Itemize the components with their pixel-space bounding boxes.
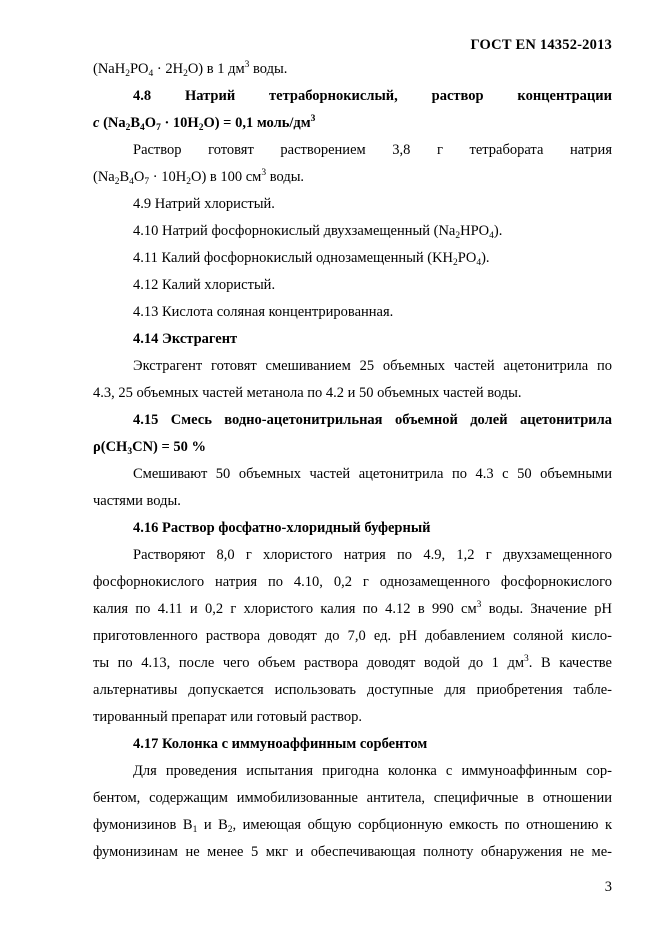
heading-paragraph (93, 407, 612, 461)
text-line: $(NaH_2PO_4 \cdot 2H_2O)$ в 1 $дм^3$ воды. (93, 60, 288, 79)
text-line: альтернативы допускается использовать доступные для приобретения табле- (93, 682, 612, 698)
paragraph (93, 245, 612, 272)
paragraph (93, 191, 612, 218)
heading-paragraph (93, 83, 612, 137)
text-line: 4.15 Смесь водно-ацетонитрильная объемной долей ацетонитрила (133, 412, 612, 428)
text-line: тированный препарат или готовый раствор. (93, 709, 362, 725)
text-line: частями воды. (93, 493, 181, 509)
text-line: 4.11 Калий фосфорнокислый однозамещенный $(KH_2PO_4)$. (133, 250, 490, 268)
paragraph (93, 299, 612, 326)
text-line: Для проведения испытания пригодна колонка с иммуноаффинным сор- (133, 763, 612, 779)
text-line: 4.17 Колонка с иммуноаффинным сорбентом (133, 736, 428, 752)
paragraph (93, 758, 612, 866)
text-line: 4.8 Натрий тетраборнокислый, раствор концентрации (133, 88, 612, 104)
text-line: калия по 4.11 и 0,2 г хлористого калия по 4.12 в 990 $см^3$ воды. Значение pH (93, 600, 612, 617)
paragraph (93, 56, 612, 83)
document-body (93, 56, 612, 866)
text-line: 4.9 Натрий хлористый. (133, 196, 275, 212)
text-line: ты по 4.13, после чего объем раствора доводят водой до 1 $дм^3$. В качестве (93, 654, 612, 671)
paragraph (93, 137, 612, 191)
text-line: 4.16 Раствор фосфатно-хлоридный буферный (133, 520, 431, 536)
paragraph (93, 542, 612, 731)
heading-paragraph (93, 515, 612, 542)
text-line: Экстрагент готовят смешиванием 25 объемных частей ацетонитрила по (133, 358, 612, 374)
document-header: ГОСТ EN 14352-2013 (470, 37, 612, 53)
text-line: приготовленного раствора доводят до 7,0 ед. pH добавлением соляной кисло- (93, 628, 612, 644)
text-line: 4.14 Экстрагент (133, 331, 238, 347)
page-number: 3 (604, 879, 612, 895)
text-line: 4.10 Натрий фосфорнокислый двухзамещенный $(Na_2HPO_4)$. (133, 223, 503, 241)
text-line: 4.12 Калий хлористый. (133, 277, 276, 293)
text-line: Раствор готовят растворением 3,8 г тетрабората натрия (133, 142, 612, 158)
text-line: бентом, содержащим иммобилизованные антитела, специфичные в отношении (93, 790, 612, 806)
text-line: фумонизинам не менее 5 мкг и обеспечивающая полноту обнаружения не ме- (93, 844, 612, 860)
text-line: Растворяют 8,0 г хлористого натрия по 4.9, 1,2 г двухзамещенного (133, 547, 612, 563)
paragraph (93, 272, 612, 299)
paragraph (93, 218, 612, 245)
paragraph (93, 353, 612, 407)
paragraph (93, 461, 612, 515)
heading-paragraph (93, 731, 612, 758)
heading-paragraph (93, 326, 612, 353)
text-line: Смешивают 50 объемных частей ацетонитрила по 4.3 с 50 объемными (133, 466, 612, 482)
text-line: фосфорнокислого натрия по 4.10, 0,2 г однозамещенного фосфорнокислого (93, 574, 612, 590)
text-line: 4.13 Кислота соляная концентрированная. (133, 304, 394, 320)
text-line: 4.3, 25 объемных частей метанола по 4.2 и 50 объемных частей воды. (93, 385, 522, 401)
text-line: $\rho(CH_3CN) = 50$ % (93, 439, 207, 457)
text-line: фумонизинов $B_1$ и $B_2$, имеющая общую сорбционную емкость по отношению к (93, 817, 612, 835)
text-line: $(Na_2B_4O_7 \cdot 10H_2O)$ в 100 $см^3$ воды. (93, 168, 305, 187)
text-line: c $(Na_2B_4O_7 \cdot 10H_2O) = 0,1$ моль/$дм^3$ (93, 114, 316, 133)
